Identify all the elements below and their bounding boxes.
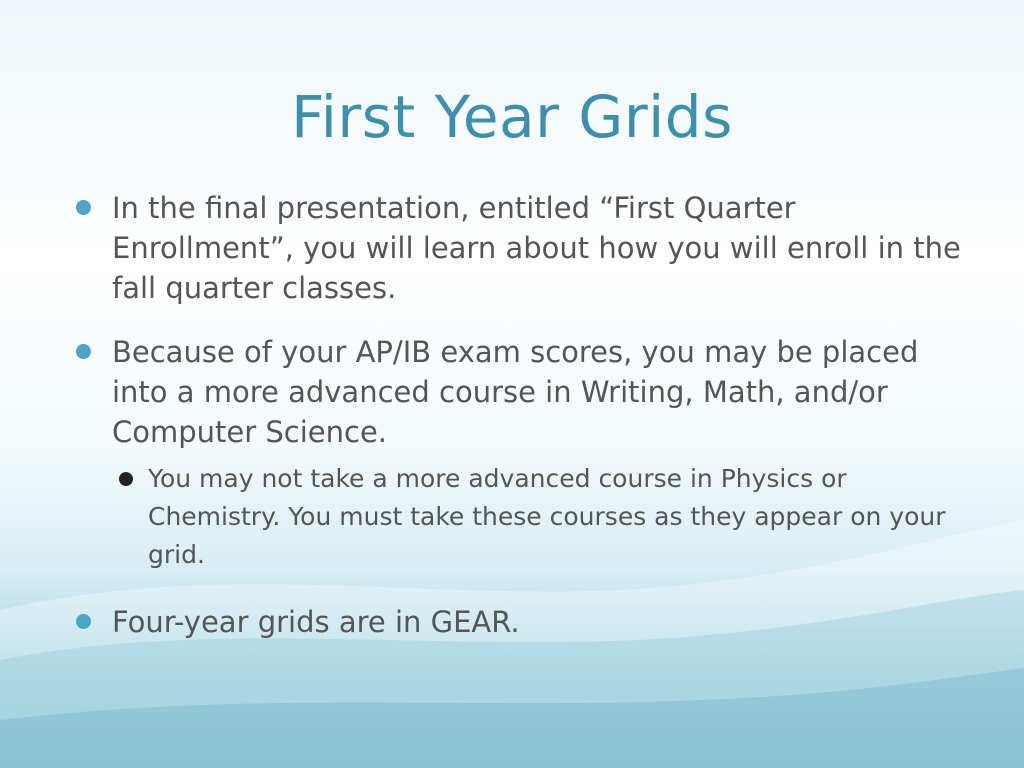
bullet-text: Because of your AP/IB exam scores, you may be placed into a more advanced course in Writing, Math, and/or Computer Science.	[112, 335, 919, 449]
slide-content	[68, 188, 968, 668]
sub-bullet-item	[112, 460, 968, 574]
slide-title: First Year Grids	[291, 83, 733, 151]
bullet-text: Four-year grids are in GEAR.	[112, 605, 520, 639]
bullet-item	[68, 602, 968, 642]
bullet-dot-icon	[76, 344, 91, 359]
bullet-item	[68, 188, 968, 308]
bullet-text: In the final presentation, entitled “First Quarter Enrollment”, you will learn about how you will enroll in the fall quarter classes.	[112, 191, 961, 305]
bullet-dot-icon	[76, 614, 91, 629]
sub-bullet-dot-icon	[119, 472, 133, 486]
sub-bullet-text: You may not take a more advanced course in Physics or Chemistry. You must take these courses as they appear on your grid.	[148, 464, 946, 569]
bullet-dot-icon	[76, 200, 91, 215]
bullet-item	[68, 332, 968, 574]
